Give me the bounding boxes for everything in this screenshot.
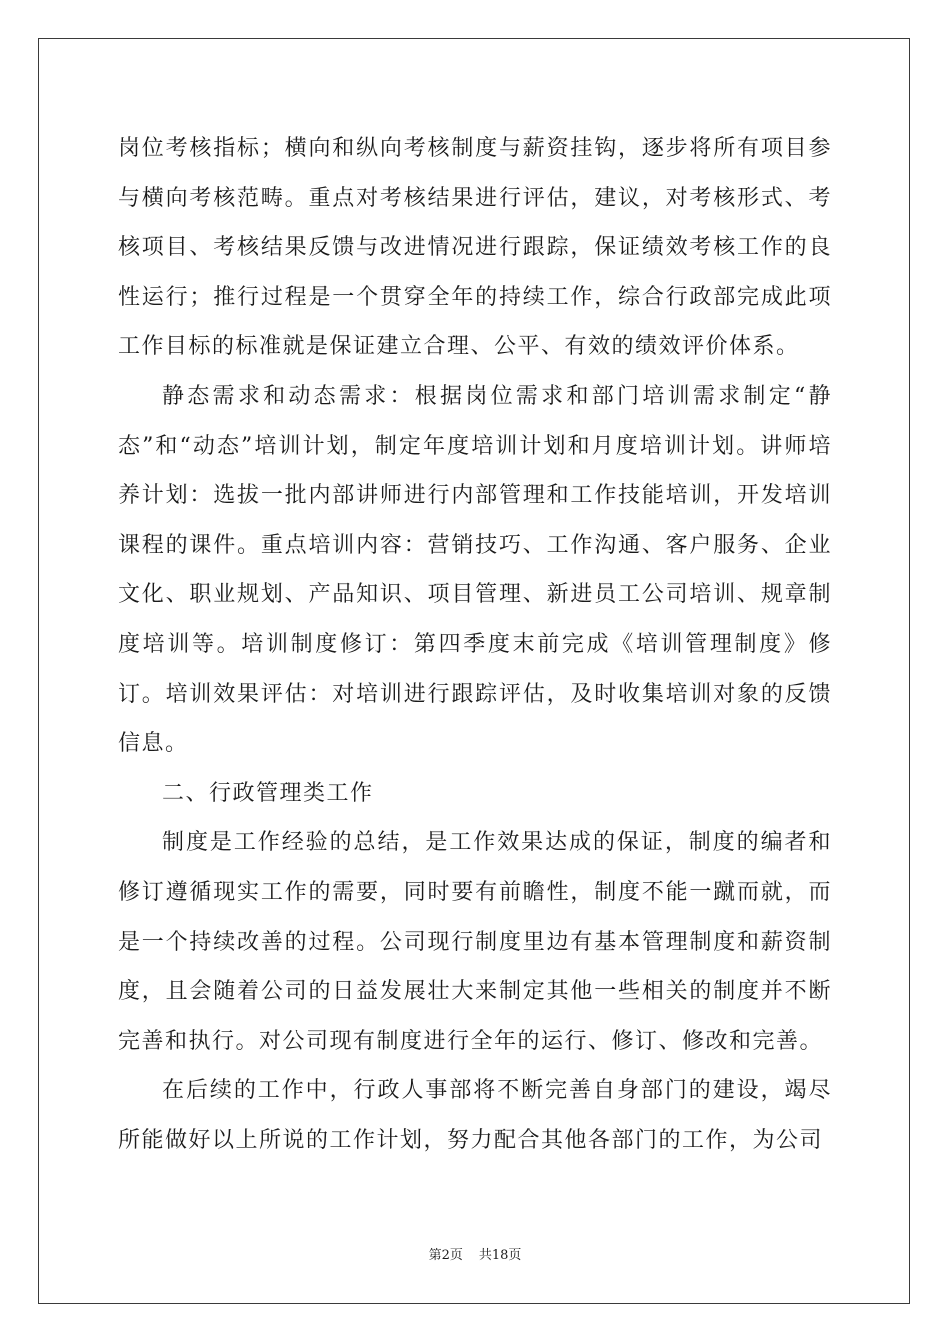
page-number: 第2页 [428, 1248, 463, 1263]
paragraph-follow-up: 在后续的工作中，行政人事部将不断完善自身部门的建设，竭尽所能做好以上所说的工作计划，努力配合其他各部门的工作，为公司 [118, 1078, 832, 1153]
total-pages: 共18页 [478, 1248, 522, 1263]
section-heading-admin: 二、行政管理类工作 [162, 780, 374, 806]
document-body [118, 124, 832, 1165]
paragraph-performance-review: 岗位考核指标；横向和纵向考核制度与薪资挂钩，逐步将所有项目参与横向考核范畴。重点对考核结果进行评估，建议，对考核形式、考核项目、考核结果反馈与改进情况进行跟踪，保证绩效考核工作的良性运行；推行过程是一个贯穿全年的持续工作，综合行政部完成此项工作目标的标准就是保证建立合理、公平、有效的绩效评价体系。 [118, 136, 832, 360]
paragraph-training-plan: 静态需求和动态需求：根据岗位需求和部门培训需求制定“静态”和“动态”培训计划，制定年度培训计划和月度培训计划。讲师培养计划：选拔一批内部讲师进行内部管理和工作技能培训，开发培训课程的课件。重点培训内容：营销技巧、工作沟通、客户服务、企业文化、职业规划、产品知识、项目管理、新进员工公司培训、规章制度培训等。培训制度修订：第四季度末前完成《培训管理制度》修订。培训效果评估：对培训进行跟踪评估，及时收集培训对象的反馈信息。 [118, 383, 832, 757]
page-footer [0, 1244, 950, 1263]
paragraph-system-rules: 制度是工作经验的总结，是工作效果达成的保证，制度的编者和修订遵循现实工作的需要，同时要有前瞻性，制度不能一蹴而就，而是一个持续改善的过程。公司现行制度里边有基本管理制度和薪资制度，且会随着公司的日益发展壮大来制定其他一些相关的制度并不断完善和执行。对公司现有制度进行全年的运行、修订、修改和完善。 [118, 830, 832, 1054]
